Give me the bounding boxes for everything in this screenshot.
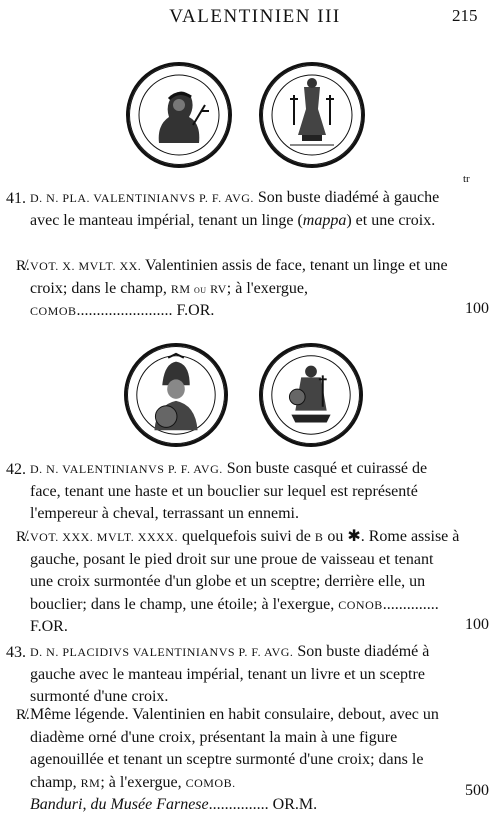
reverse-mark: R̸.	[16, 529, 30, 545]
page-number: 215	[452, 6, 478, 25]
leader-dots: ...............	[208, 796, 269, 813]
source-citation: Banduri, du Musée Farnese	[30, 796, 209, 813]
entry-43-reverse-description: Même légende. Valentinien en habit consulaire, debout, avec un diadème orné d'une croix, présentant la main à une figure agenouillée et tenant un sceptre surmonté d'une croix; dans le champ, RM; à l'exergue, COMOB. Banduri, du Musée Farnese............... OR.M.	[30, 706, 439, 813]
entry-42-value: 100	[465, 616, 489, 633]
coin-42-reverse-image	[259, 343, 363, 447]
coin-41-obverse-image	[126, 62, 232, 168]
metal-label: OR.M.	[272, 796, 318, 813]
metal-label: F.OR.	[30, 618, 68, 635]
entry-number-41: 41.	[6, 190, 26, 207]
running-header-title: VALENTINIEN III	[169, 6, 341, 27]
coin-42-obverse-image	[124, 343, 228, 447]
exergue-mark: CONOB	[338, 597, 383, 612]
entry-41-reverse-description: VOT. X. MVLT. XX. Valentinien assis de face, tenant un linge et une croix; dans le champ, RM ou RV; à l'exergue, COMOB........................ F.OR.	[30, 257, 448, 319]
obverse-legend: D. N. PLA. VALENTINIANVS P. F. AVG.	[30, 191, 254, 205]
entry-number-43: 43.	[6, 644, 26, 661]
obverse-legend: D. N. PLACIDIVS VALENTINIANVS P. F. AVG.	[30, 645, 294, 659]
exergue-mark: COMOB.	[185, 775, 236, 790]
leader-dots: ........................	[76, 302, 173, 319]
exergue-mark: COMOB	[30, 304, 77, 318]
obverse-legend: D. N. VALENTINIANVS P. F. AVG.	[30, 462, 223, 476]
leader-dots: ..............	[382, 595, 439, 613]
entry-43-value: 500	[465, 782, 489, 799]
entry-42-obverse-description: D. N. VALENTINIANVS P. F. AVG. Son buste casqué et cuirassé de face, tenant une haste et un bouclier sur lequel est représenté l'empereur à cheval, terrassant un ennemi.	[30, 460, 428, 522]
reverse-mark: R̸.	[16, 258, 30, 274]
entry-43-obverse-description: D. N. PLACIDIVS VALENTINIANVS P. F. AVG. Son buste diadémé à gauche avec le manteau impérial, tenant un livre et un sceptre surmonté d'une croix.	[30, 643, 430, 705]
mappa-term: mappa	[302, 211, 347, 229]
coin-41-reverse-image	[259, 62, 365, 168]
reverse-mark: R̸.	[16, 707, 30, 723]
entry-41-value: 100	[465, 300, 489, 317]
entry-number-42: 42.	[6, 461, 26, 478]
star-mark: ✱	[347, 528, 361, 545]
reverse-legend: VOT. XXX. MVLT. XXXX.	[30, 530, 178, 544]
metal-label: F.OR.	[176, 302, 215, 319]
reverse-legend: VOT. X. MVLT. XX.	[30, 259, 142, 273]
margin-note: tr	[463, 173, 470, 185]
entry-42-reverse-description: VOT. XXX. MVLT. XXXX. quelquefois suivi de B ou ✱. Rome assise à gauche, posant le pied droit sur une proue de vaisseau et tenant une croix surmontée d'un globe et un sceptre; derrière elle, un bouclier; dans le champ, une étoile; à l'exergue, CONOB.............. F.OR.	[30, 528, 460, 635]
entry-41-obverse-description: D. N. PLA. VALENTINIANVS P. F. AVG. Son buste diadémé à gauche avec le manteau impérial, tenant un linge (mappa) et une croix.	[30, 189, 440, 229]
